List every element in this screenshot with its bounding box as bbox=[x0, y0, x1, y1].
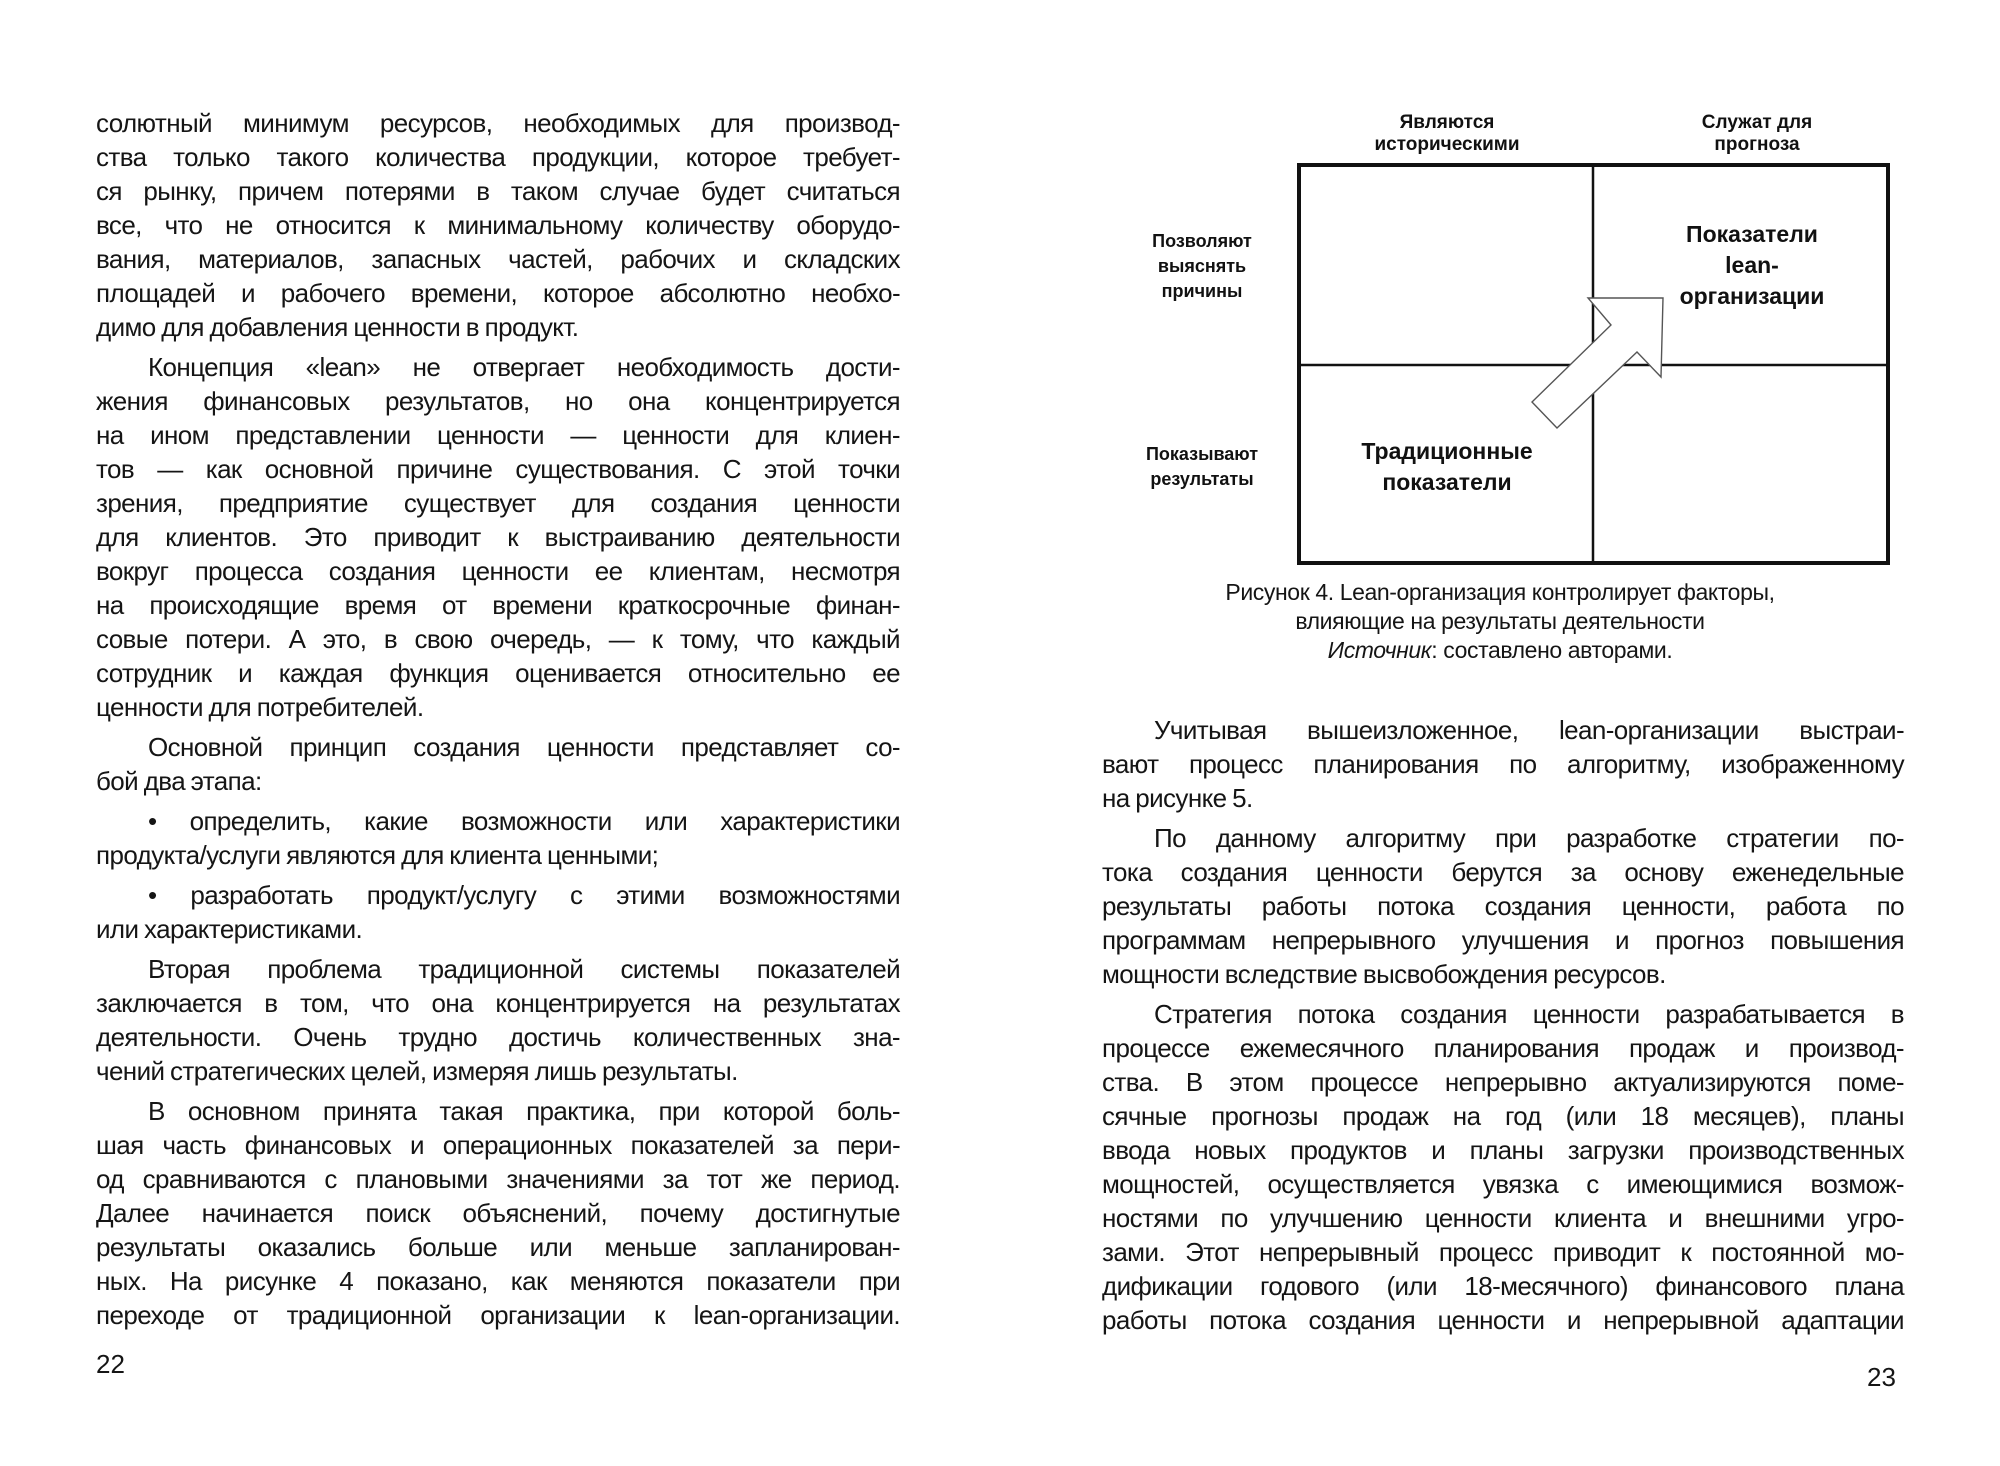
figure-4-matrix bbox=[1100, 100, 1920, 660]
text-line: работы потока создания ценности и непрерывной адаптации bbox=[1102, 1305, 1904, 1335]
bullet-item bbox=[96, 804, 900, 872]
label-line: показатели bbox=[1382, 469, 1512, 495]
text-line: продукта/услуги являются для клиента ценными; bbox=[96, 840, 659, 870]
text-line: ства только такого количества продукции, которое требует- bbox=[96, 142, 900, 172]
caption-line: Рисунок 4. Lean-организация контролирует факторы, bbox=[1225, 579, 1775, 605]
cell-lean-metrics bbox=[1680, 219, 1825, 312]
text-line: • определить, какие возможности или характеристики bbox=[148, 806, 900, 836]
text-line: сячные прогнозы продаж на год (или 18 месяцев), планы bbox=[1102, 1101, 1904, 1131]
row-header-results bbox=[1146, 442, 1258, 492]
text-line: на ином представлении ценности — ценности для клиен- bbox=[96, 420, 900, 450]
row-header-causes bbox=[1152, 229, 1252, 304]
label-line: организации bbox=[1679, 283, 1825, 309]
text-line: совые потери. А это, в свою очередь, — к тому, что каждый bbox=[96, 624, 900, 654]
text-line: заключается в том, что она концентрируется на результатах bbox=[96, 988, 900, 1018]
text-line: ввода новых продуктов и планы загрузки производственных bbox=[1102, 1135, 1904, 1165]
bullet-item bbox=[96, 878, 900, 946]
page-number: 23 bbox=[1867, 1362, 1896, 1392]
text-line: Концепция «lean» не отвергает необходимость дости- bbox=[148, 352, 900, 382]
label-line: выяснять bbox=[1157, 256, 1247, 276]
text-line: вают процесс планирования по алгоритму, изображенному bbox=[1102, 749, 1904, 779]
text-line: деятельности. Очень трудно достичь количественных зна- bbox=[96, 1022, 900, 1052]
text-line: переходе от традиционной организации к lean-организации. bbox=[96, 1300, 900, 1330]
paragraph bbox=[96, 350, 900, 724]
label-line: Являются bbox=[1399, 112, 1495, 133]
label-line: Показывают bbox=[1145, 444, 1259, 464]
label-line: результаты bbox=[1150, 469, 1254, 489]
label-line: Служат для bbox=[1701, 112, 1813, 133]
paragraph bbox=[96, 952, 900, 1088]
text-line: процессе ежемесячного планирования продаж и производ- bbox=[1102, 1033, 1904, 1063]
text-line: чений стратегических целей, измеряя лишь результаты. bbox=[96, 1056, 738, 1086]
label-line: историческими bbox=[1374, 134, 1520, 155]
figure-caption bbox=[1100, 578, 1900, 665]
text-line: ценности для потребителей. bbox=[96, 692, 424, 722]
text-line: мощности вследствие высвобождения ресурсов. bbox=[1102, 959, 1666, 989]
text-line: бой два этапа: bbox=[96, 766, 262, 796]
source-text: : составлено авторами. bbox=[1431, 637, 1673, 663]
text-line: результаты оказались больше или меньше запланирован- bbox=[96, 1232, 900, 1262]
text-line: Учитывая вышеизложенное, lean-организации выстраи- bbox=[1154, 715, 1904, 745]
source-label: Источник bbox=[1327, 637, 1432, 663]
caption-line: влияющие на результаты деятельности bbox=[1295, 608, 1705, 634]
label-line: Позволяют bbox=[1152, 231, 1252, 251]
text-line: на рисунке 5. bbox=[1102, 783, 1253, 813]
text-line: дификации годового (или 18-месячного) финансового плана bbox=[1102, 1271, 1904, 1301]
page-number: 22 bbox=[96, 1349, 125, 1379]
matrix-grid bbox=[1100, 100, 1920, 580]
right-page-text bbox=[1102, 713, 1904, 1343]
text-line: По данному алгоритму при разработке стратегии по- bbox=[1154, 823, 1904, 853]
text-line: жения финансовых результатов, но она концентрируется bbox=[96, 386, 900, 416]
paragraph bbox=[96, 730, 900, 798]
text-line: ся рынку, причем потерями в таком случае будет считаться bbox=[96, 176, 900, 206]
text-line: тока создания ценности берутся за основу еженедельные bbox=[1102, 857, 1904, 887]
text-line: Основной принцип создания ценности представляет со- bbox=[148, 732, 900, 762]
text-line: для клиентов. Это приводит к выстраиванию деятельности bbox=[96, 522, 900, 552]
text-line: зами. Этот непрерывный процесс приводит к постоянной мо- bbox=[1102, 1237, 1904, 1267]
text-line: вания, материалов, запасных частей, рабочих и складских bbox=[96, 244, 900, 274]
text-line: од сравниваются с плановыми значениями за тот же период. bbox=[96, 1164, 900, 1194]
text-line: Далее начинается поиск объяснений, почему достигнутые bbox=[96, 1198, 900, 1228]
text-line: все, что не относится к минимальному количеству оборудо- bbox=[96, 210, 900, 240]
label-line: прогноза bbox=[1714, 134, 1800, 155]
text-line: • разработать продукт/услугу с этими возможностями bbox=[148, 880, 900, 910]
text-line: мощностей, осуществляется увязка с имеющимися возмож- bbox=[1102, 1169, 1904, 1199]
text-line: ства. В этом процессе непрерывно актуализируются поме- bbox=[1102, 1067, 1904, 1097]
text-line: шая часть финансовых и операционных показателей за пери- bbox=[96, 1130, 900, 1160]
text-line: димо для добавления ценности в продукт. bbox=[96, 312, 579, 342]
paragraph bbox=[96, 1094, 900, 1332]
text-line: Стратегия потока создания ценности разрабатывается в bbox=[1154, 999, 1904, 1029]
text-line: сотрудник и каждая функция оценивается относительно ее bbox=[96, 658, 900, 688]
left-page-text bbox=[96, 106, 900, 1338]
text-line: тов — как основной причине существования. С этой точки bbox=[96, 454, 900, 484]
text-line: ностями по улучшению ценности клиента и внешними угро- bbox=[1102, 1203, 1904, 1233]
paragraph bbox=[1102, 821, 1904, 991]
text-line: площадей и рабочего времени, которое абсолютно необхо- bbox=[96, 278, 900, 308]
label-line: lean- bbox=[1725, 252, 1779, 278]
arrow-icon bbox=[1532, 298, 1663, 428]
text-line: ных. На рисунке 4 показано, как меняются показатели при bbox=[96, 1266, 900, 1296]
text-line: программам непрерывного улучшения и прогноз повышения bbox=[1102, 925, 1904, 955]
text-line: или характеристиками. bbox=[96, 914, 363, 944]
label-line: Показатели bbox=[1686, 221, 1818, 247]
text-line: Вторая проблема традиционной системы показателей bbox=[148, 954, 900, 984]
text-line: результаты работы потока создания ценности, работа по bbox=[1102, 891, 1904, 921]
text-line: солютный минимум ресурсов, необходимых для производ- bbox=[96, 108, 900, 138]
cell-traditional-metrics bbox=[1361, 436, 1532, 498]
label-line: причины bbox=[1161, 281, 1243, 301]
column-header-historical bbox=[1374, 112, 1519, 156]
text-line: на происходящие время от времени краткосрочные финан- bbox=[96, 590, 900, 620]
caption-source bbox=[1100, 636, 1900, 665]
paragraph bbox=[96, 106, 900, 344]
paragraph bbox=[1102, 997, 1904, 1337]
paragraph bbox=[1102, 713, 1904, 815]
text-line: В основном принята такая практика, при которой боль- bbox=[148, 1096, 900, 1126]
column-header-forecast bbox=[1702, 112, 1812, 156]
text-line: вокруг процесса создания ценности ее клиентам, несмотря bbox=[96, 556, 900, 586]
text-line: зрения, предприятие существует для создания ценности bbox=[96, 488, 900, 518]
label-line: Традиционные bbox=[1361, 438, 1533, 464]
